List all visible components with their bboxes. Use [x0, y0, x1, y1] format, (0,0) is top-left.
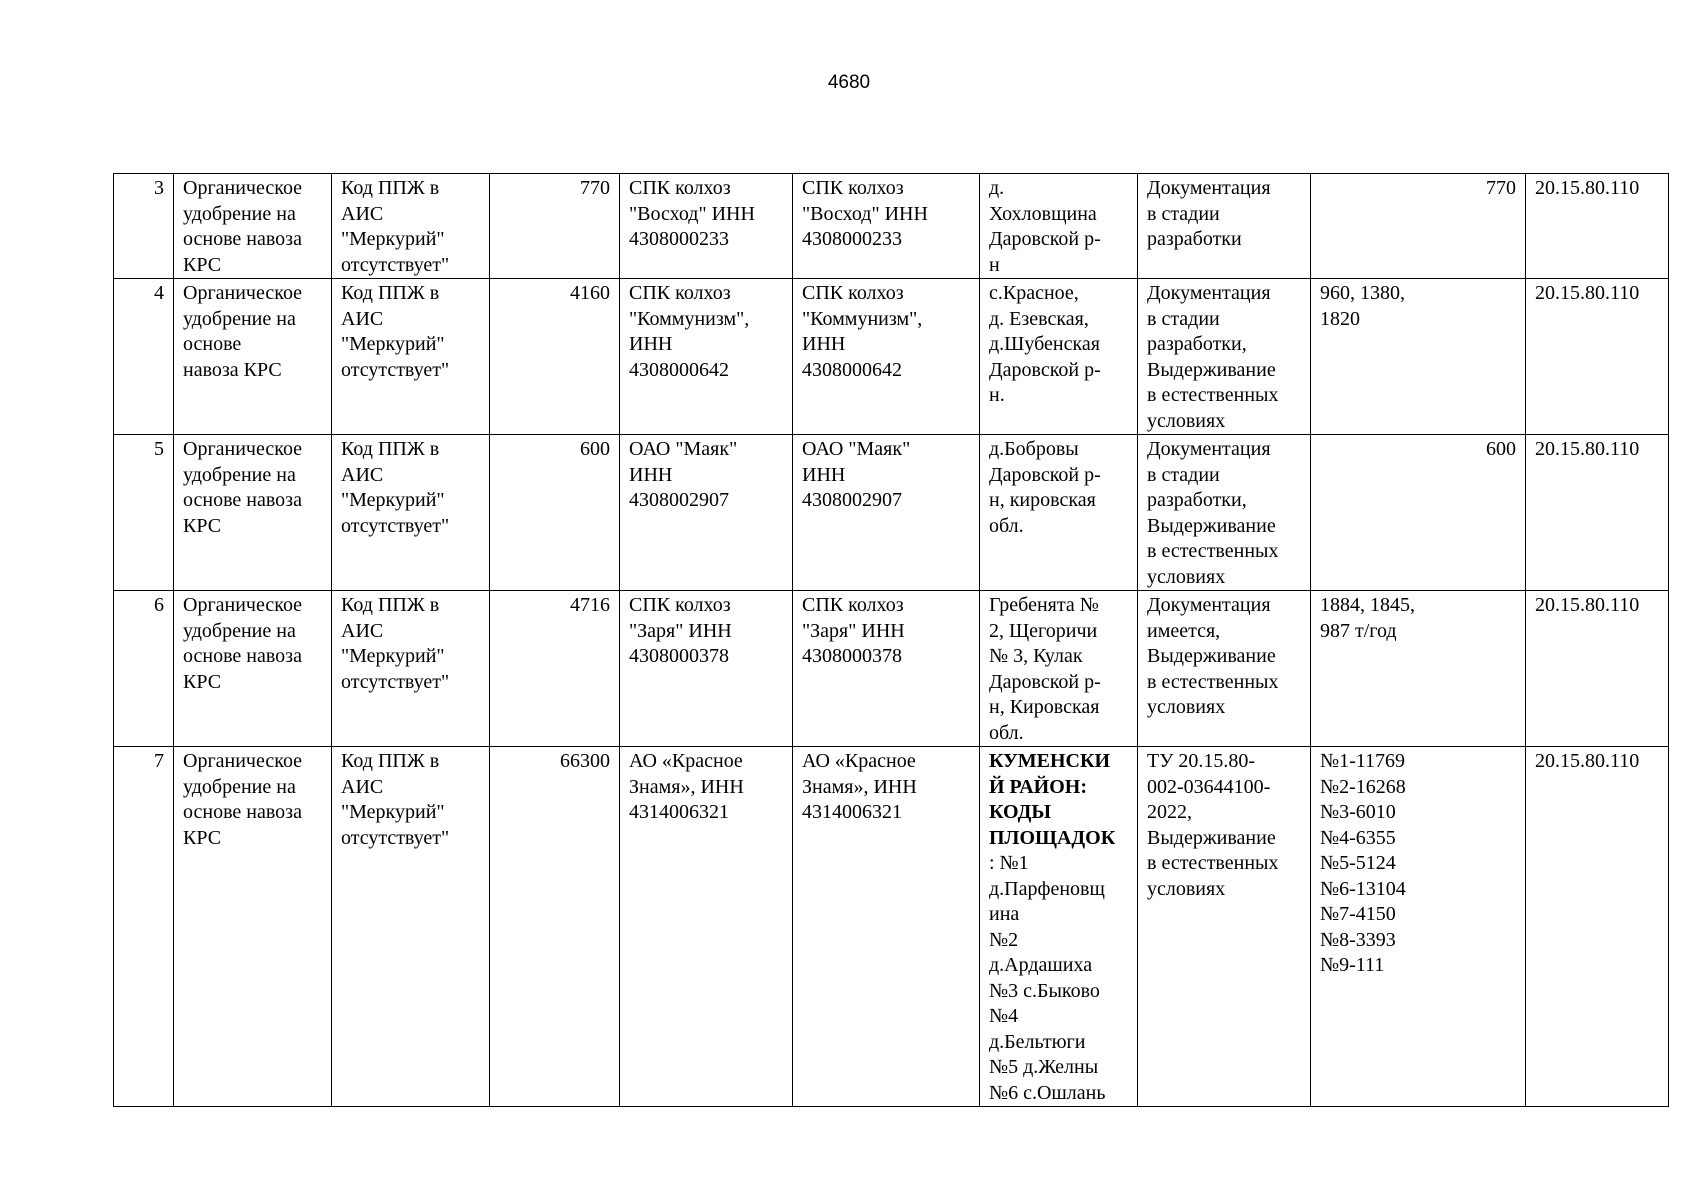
- row-number: 3: [114, 174, 174, 279]
- production-volume: 1884, 1845, 987 т/год: [1311, 591, 1526, 747]
- site-codes: : №1 д.Парфеновщ ина №2 д.Ардашиха №3 с.Быково №4 д.Бельтюги №5 д.Желны №6 с.Ошлань: [989, 852, 1106, 1104]
- table-row: [114, 747, 1669, 1107]
- volume: 770: [490, 174, 620, 279]
- product-name: Органическое удобрение на основе навоза КРС: [174, 747, 332, 1107]
- volume: 600: [490, 435, 620, 591]
- table-row: [114, 174, 1669, 279]
- production-volume: 770: [1311, 174, 1526, 279]
- manufacturer: СПК колхоз "Восход" ИНН 4308000233: [620, 174, 793, 279]
- production-volume: 600: [1311, 435, 1526, 591]
- ppzh-code: Код ППЖ в АИС "Меркурий" отсутствует": [332, 591, 490, 747]
- documentation-status: Документация в стадии разработки: [1138, 174, 1311, 279]
- table-row: [114, 279, 1669, 435]
- address: д. Хохловщина Даровской р- н: [980, 174, 1138, 279]
- ppzh-code: Код ППЖ в АИС "Меркурий" отсутствует": [332, 435, 490, 591]
- volume: 4160: [490, 279, 620, 435]
- product-name: Органическое удобрение на основе навоза КРС: [174, 174, 332, 279]
- address: [980, 747, 1138, 1107]
- ppzh-code: Код ППЖ в АИС "Меркурий" отсутствует": [332, 747, 490, 1107]
- documentation-status: ТУ 20.15.80- 002-03644100- 2022, Выдерживание в естественных условиях: [1138, 747, 1311, 1107]
- production-volume: №1-11769 №2-16268 №3-6010 №4-6355 №5-5124 №6-13104 №7-4150 №8-3393 №9-111: [1311, 747, 1526, 1107]
- owner: СПК колхоз "Коммунизм", ИНН 4308000642: [793, 279, 980, 435]
- row-number: 5: [114, 435, 174, 591]
- owner: АО «Красное Знамя», ИНН 4314006321: [793, 747, 980, 1107]
- row-number: 6: [114, 591, 174, 747]
- table-row: [114, 591, 1669, 747]
- okpd-code: 20.15.80.110: [1526, 591, 1669, 747]
- district-header: КУМЕНСКИ Й РАЙОН: КОДЫ ПЛОЩАДОК: [989, 750, 1116, 849]
- row-number: 7: [114, 747, 174, 1107]
- volume: 66300: [490, 747, 620, 1107]
- row-number: 4: [114, 279, 174, 435]
- manufacturer: СПК колхоз "Заря" ИНН 4308000378: [620, 591, 793, 747]
- manufacturer: СПК колхоз "Коммунизм", ИНН 4308000642: [620, 279, 793, 435]
- okpd-code: 20.15.80.110: [1526, 174, 1669, 279]
- manufacturer: ОАО "Маяк" ИНН 4308002907: [620, 435, 793, 591]
- owner: СПК колхоз "Заря" ИНН 4308000378: [793, 591, 980, 747]
- address: Гребенята № 2, Щегоричи № 3, Кулак Даровской р- н, Кировская обл.: [980, 591, 1138, 747]
- address: с.Красное, д. Езевская, д.Шубенская Даровской р- н.: [980, 279, 1138, 435]
- production-volume: 960, 1380, 1820: [1311, 279, 1526, 435]
- documentation-status: Документация имеется, Выдерживание в естественных условиях: [1138, 591, 1311, 747]
- page-number: 4680: [827, 72, 871, 93]
- documentation-status: Документация в стадии разработки, Выдерживание в естественных условиях: [1138, 279, 1311, 435]
- table-row: [114, 435, 1669, 591]
- product-name: Органическое удобрение на основе навоза КРС: [174, 279, 332, 435]
- address: д.Бобровы Даровской р- н, кировская обл.: [980, 435, 1138, 591]
- product-name: Органическое удобрение на основе навоза КРС: [174, 591, 332, 747]
- manufacturer: АО «Красное Знамя», ИНН 4314006321: [620, 747, 793, 1107]
- owner: ОАО "Маяк" ИНН 4308002907: [793, 435, 980, 591]
- okpd-code: 20.15.80.110: [1526, 747, 1669, 1107]
- ppzh-code: Код ППЖ в АИС "Меркурий" отсутствует": [332, 279, 490, 435]
- owner: СПК колхоз "Восход" ИНН 4308000233: [793, 174, 980, 279]
- product-name: Органическое удобрение на основе навоза КРС: [174, 435, 332, 591]
- ppzh-code: Код ППЖ в АИС "Меркурий" отсутствует": [332, 174, 490, 279]
- volume: 4716: [490, 591, 620, 747]
- okpd-code: 20.15.80.110: [1526, 435, 1669, 591]
- fertilizer-table: [113, 173, 1669, 1107]
- documentation-status: Документация в стадии разработки, Выдерживание в естественных условиях: [1138, 435, 1311, 591]
- okpd-code: 20.15.80.110: [1526, 279, 1669, 435]
